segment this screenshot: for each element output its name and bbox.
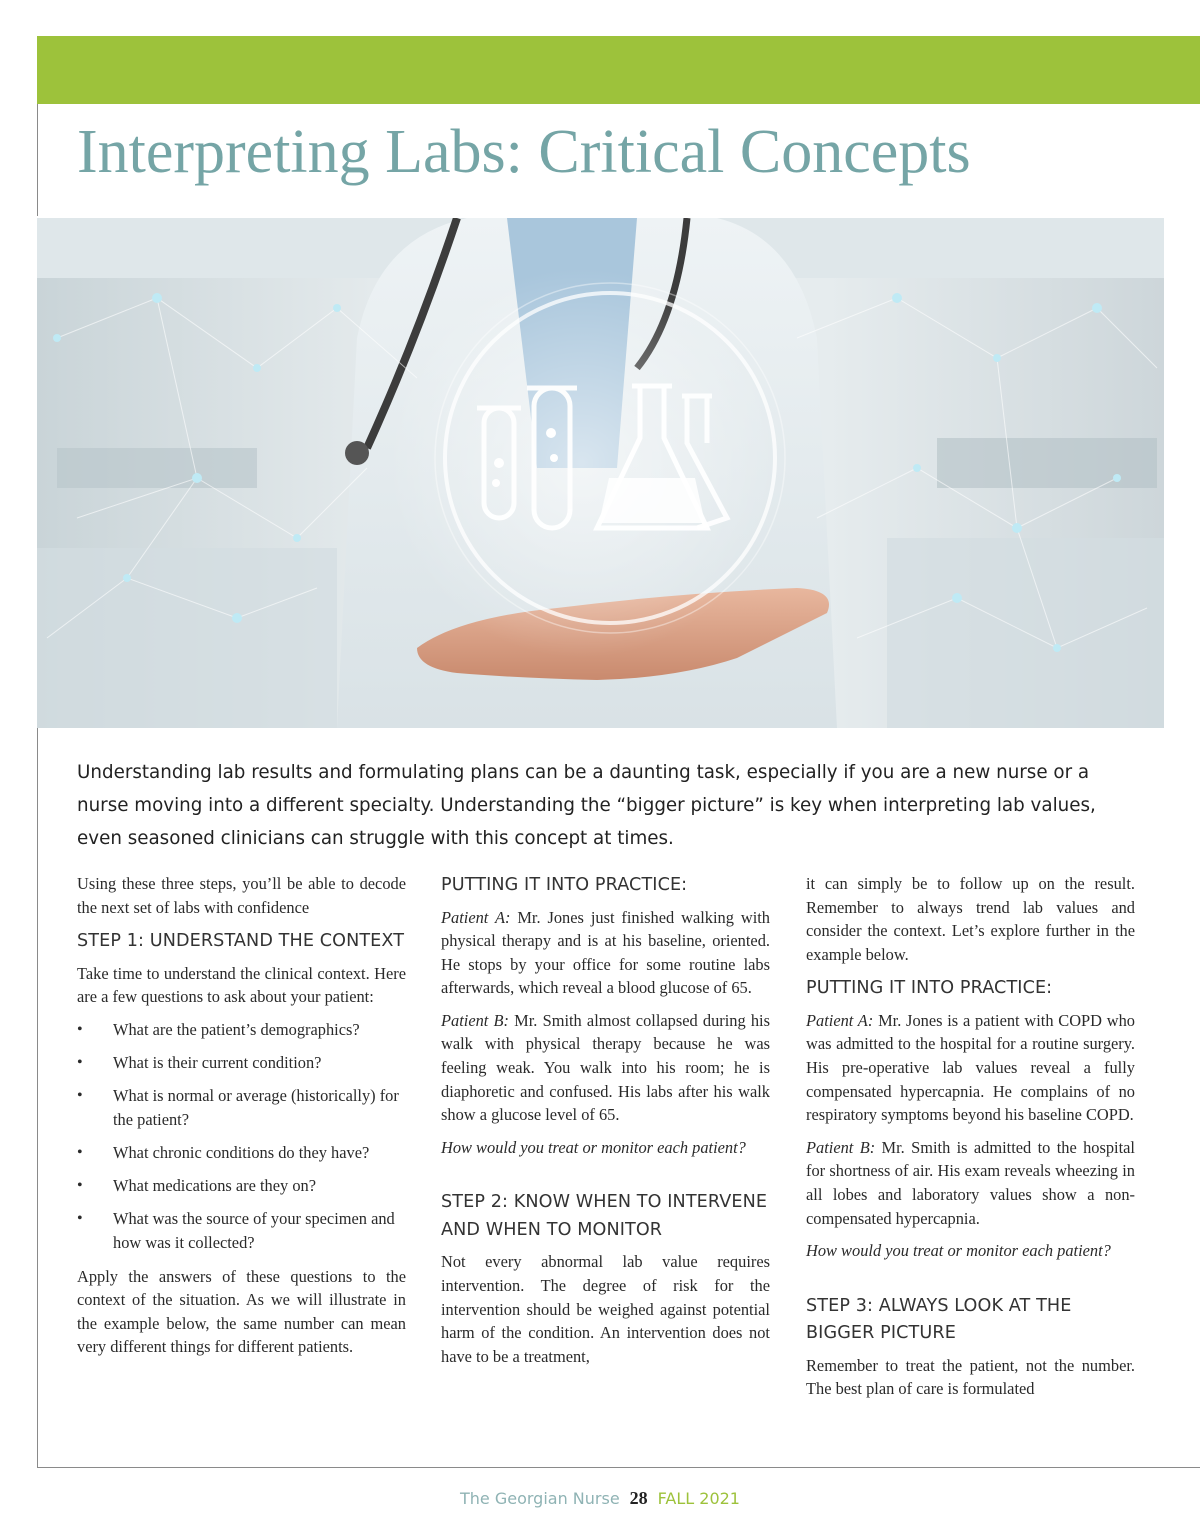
continued-paragraph: it can simply be to follow up on the result. Remember to always trend lab values and consider the context. Let’s explore further in the example below. (806, 874, 1135, 964)
practice-heading: PUTTING IT INTO PRACTICE: (806, 978, 1053, 999)
page-footer (0, 1486, 1200, 1511)
patient-a-label: Patient A: (806, 1010, 874, 1030)
patient-a-text: Mr. Jones is a patient with COPD who was admitted to the hospital for a routine surgery. His pre-operative lab values reveal a fully compensated hypercapnia. He complains of no respiratory symptoms beyond his baseline COPD. (806, 1010, 1135, 1125)
patient-b-label: Patient B: (806, 1137, 876, 1157)
article-column-3 (806, 872, 1135, 1410)
header-accent-bar (37, 36, 1200, 104)
list-item: • What chronic conditions do they have? (77, 1141, 406, 1165)
patient-a-paragraph (441, 906, 770, 1000)
patient-b-paragraph (441, 1009, 770, 1127)
frame-line (37, 728, 38, 1468)
practice-heading: PUTTING IT INTO PRACTICE: (441, 875, 688, 895)
list-item: • What is normal or average (historically) for the patient? (77, 1084, 406, 1131)
apply-paragraph: Apply the answers of these questions to the context of the situation. As we will illustrate in the example below, the same number can mean very different things for different patients. (77, 1266, 406, 1357)
article-column-2 (441, 872, 770, 1377)
issue-label: FALL 2021 (657, 1489, 740, 1508)
list-item: • What is their current condition? (77, 1051, 406, 1075)
frame-line (37, 1467, 1200, 1468)
step-3-heading: STEP 3: ALWAYS LOOK AT THE BIGGER PICTURE (806, 1295, 1072, 1344)
patient-b-paragraph (806, 1136, 1135, 1230)
step-3-paragraph: Remember to treat the patient, not the number. The best plan of care is formulated (806, 1355, 1135, 1399)
patient-a-label: Patient A: (441, 907, 511, 927)
list-item: • What are the patient’s demographics? (77, 1018, 406, 1042)
page-number: 28 (629, 1488, 648, 1508)
step-1-heading: STEP 1: UNDERSTAND THE CONTEXT (77, 931, 405, 952)
step-2-heading: STEP 2: KNOW WHEN TO INTERVENE AND WHEN TO MONITOR (441, 1192, 768, 1240)
patient-b-label: Patient B: (441, 1010, 509, 1030)
intro-paragraph: Understanding lab results and formulating plans can be a daunting task, especially if you are a new nurse or a nurse moving into a different specialty. Understanding the “bigger picture” is key when interpreting lab values, even seasoned clinicians can struggle with this concept at times. (77, 762, 1096, 849)
patient-b-text: Mr. Smith almost collapsed during his walk with physical therapy because he was feeling weak. You walk into his room; he is diaphoretic and confused. His labs after his walk show a glucose level of 65. (441, 1010, 770, 1125)
page-title: Interpreting Labs: Critical Concepts (77, 118, 971, 186)
patient-a-paragraph (806, 1009, 1135, 1127)
step-1-paragraph: Take time to understand the clinical context. Here are a few questions to ask about your patient: (77, 963, 406, 1007)
question-list (77, 1018, 406, 1255)
article-column-1 (77, 872, 406, 1368)
list-item: • What medications are they on? (77, 1174, 406, 1198)
step-2-paragraph: Not every abnormal lab value requires intervention. The degree of risk for the intervention should be weighed against potential harm of the condition. An intervention does not have to be a treatment, (441, 1252, 770, 1366)
frame-line (37, 104, 38, 216)
patient-b-text: Mr. Smith is admitted to the hospital for shortness of air. His exam reveals wheezing in all lobes and laboratory values show a non-compensated hypercapnia. (806, 1137, 1135, 1228)
question-prompt: How would you treat or monitor each patient? (806, 1241, 1111, 1261)
hero-image (37, 218, 1164, 728)
question-prompt: How would you treat or monitor each patient? (441, 1137, 746, 1157)
lead-paragraph: Using these three steps, you’ll be able to decode the next set of labs with confidence (77, 874, 406, 917)
list-item: • What was the source of your specimen and how was it collected? (77, 1207, 406, 1254)
magazine-name: The Georgian Nurse (460, 1489, 620, 1508)
patient-a-text: Mr. Jones just finished walking with physical therapy and is at his baseline, oriented. He stops by your office for some routine labs afterwards, which reveal a blood glucose of 65. (441, 907, 770, 998)
